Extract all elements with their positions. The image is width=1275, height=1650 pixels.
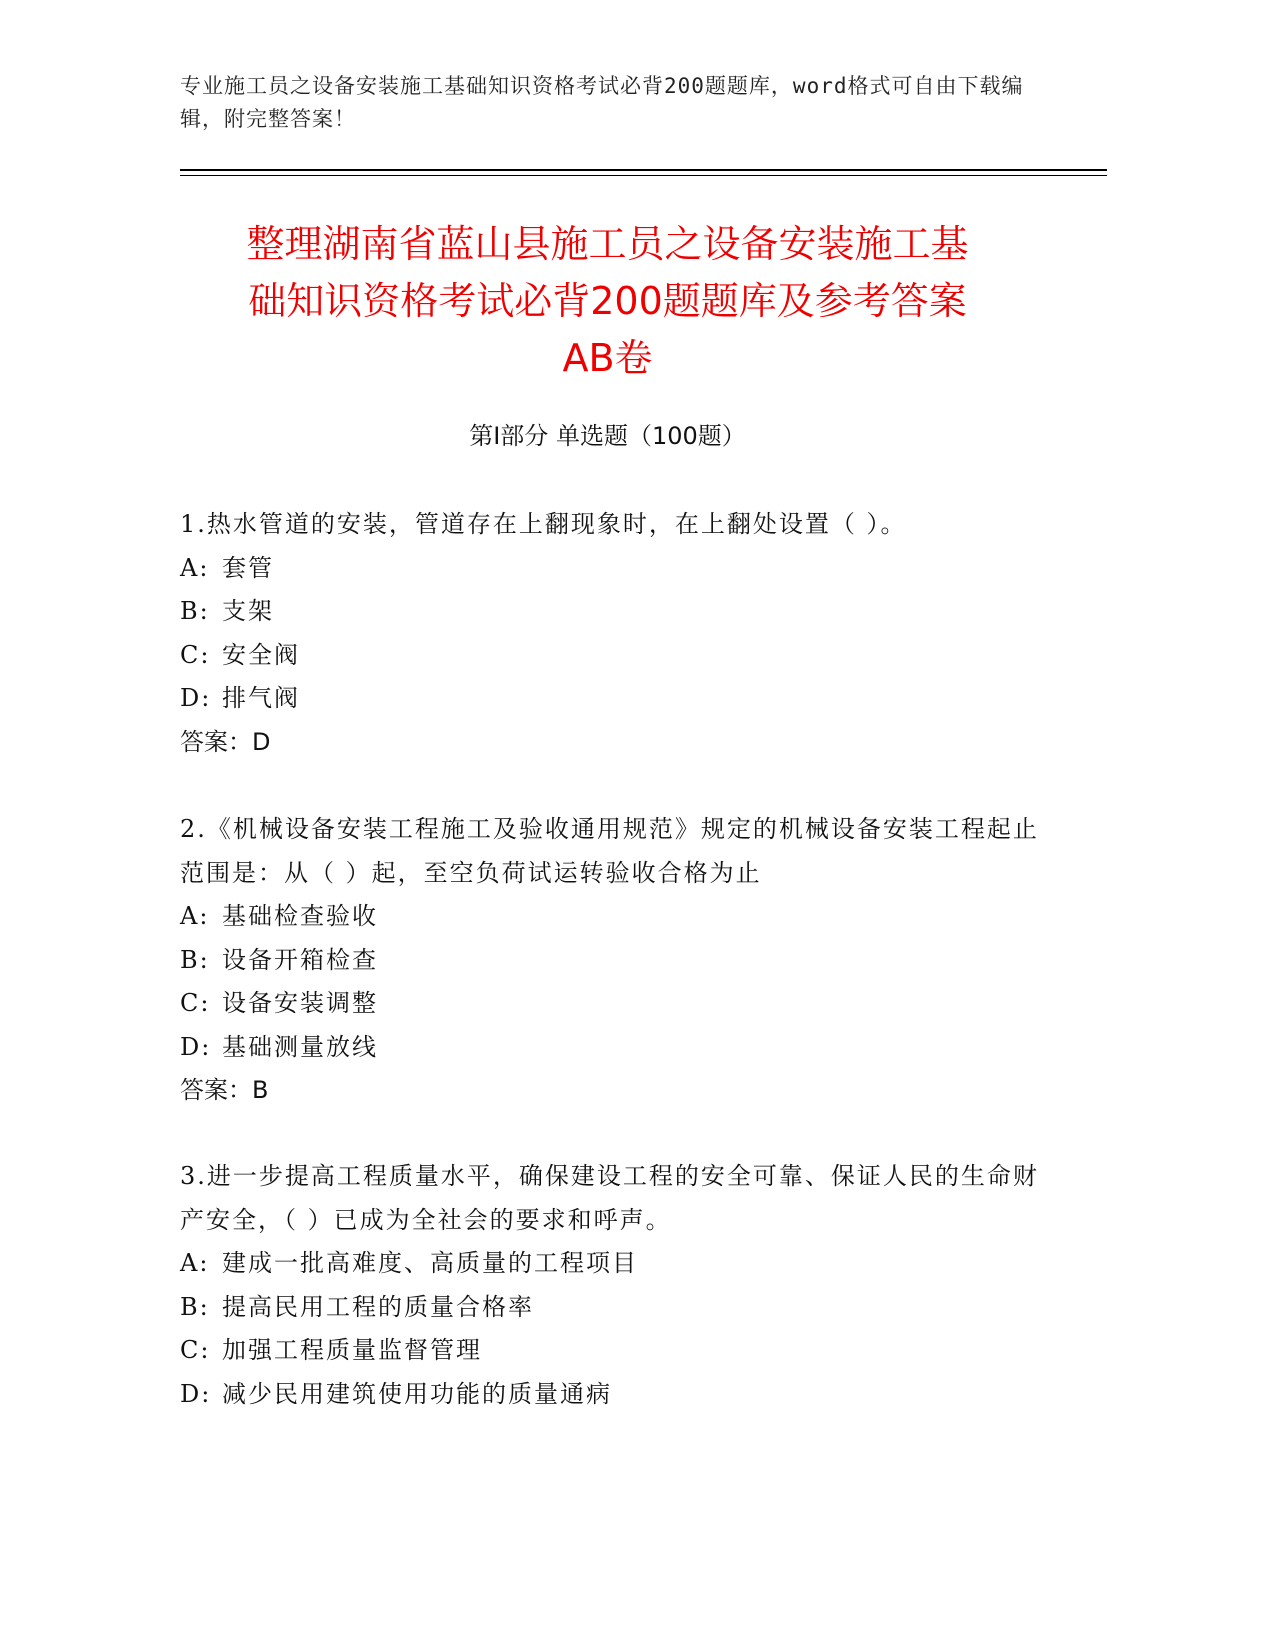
option-d — [180, 1373, 1040, 1417]
option-text: 套管 — [222, 553, 274, 582]
option-d — [180, 677, 1040, 721]
option-c — [180, 1329, 1040, 1373]
section-title: 第Ⅰ部分 单选题（100题） — [469, 422, 746, 450]
option-key: D: — [180, 1379, 212, 1408]
option-text: 设备安装调整 — [222, 989, 378, 1017]
option-key: C: — [180, 1336, 211, 1364]
option-text: 基础测量放线 — [222, 1032, 378, 1061]
question-stem: 1.热水管道的安装，管道存在上翻现象时，在上翻处设置（ ）。 — [180, 510, 907, 538]
option-text: 加强工程质量监督管理 — [222, 1336, 482, 1364]
option-key: B: — [180, 597, 210, 625]
question-1 — [180, 503, 1040, 764]
question-stem: 2.《机械设备安装工程施工及验收通用规范》规定的机械设备安装工程起止范围是：从（ ）起，至空负荷试运转验收合格为止 — [180, 815, 1039, 887]
question-2 — [180, 808, 1040, 1113]
option-key: A: — [180, 553, 210, 582]
answer-line: 答案：B — [180, 1076, 269, 1104]
option-key: B: — [180, 1292, 210, 1321]
document-title — [150, 216, 1065, 387]
question-3 — [180, 1155, 1040, 1416]
title-line: 础知识资格考试必背200题题库及参考答案 — [248, 279, 967, 323]
option-key: B: — [180, 945, 210, 974]
option-key: D: — [180, 684, 212, 712]
option-key: C: — [180, 640, 211, 669]
option-text: 建成一批高难度、高质量的工程项目 — [222, 1249, 638, 1277]
option-d — [180, 1026, 1040, 1070]
header-divider-thick — [180, 169, 1107, 171]
option-b — [180, 939, 1040, 983]
option-text: 安全阀 — [222, 640, 300, 669]
option-text: 减少民用建筑使用功能的质量通病 — [222, 1379, 612, 1408]
option-text: 设备开箱检查 — [222, 945, 378, 974]
option-a — [180, 547, 1040, 591]
option-key: D: — [180, 1032, 212, 1061]
option-a — [180, 895, 1040, 939]
question-stem: 3.进一步提高工程质量水平，确保建设工程的安全可靠、保证人民的生命财产安全，（ ）已成为全社会的要求和呼声。 — [180, 1162, 1039, 1234]
option-text: 支架 — [222, 597, 274, 625]
title-line: AB卷 — [562, 336, 653, 380]
option-key: A: — [180, 902, 210, 930]
option-key: C: — [180, 989, 211, 1017]
option-c — [180, 982, 1040, 1026]
header-divider-thin — [180, 175, 1107, 176]
header-note: 专业施工员之设备安装施工基础知识资格考试必背200题题库，word格式可自由下载编辑，附完整答案！ — [180, 74, 1024, 131]
option-c — [180, 634, 1040, 678]
option-b — [180, 590, 1040, 634]
option-text: 提高民用工程的质量合格率 — [222, 1292, 534, 1321]
answer-line: 答案：D — [180, 727, 271, 756]
option-a — [180, 1242, 1040, 1286]
title-line: 整理湖南省蓝山县施工员之设备安装施工基 — [246, 222, 969, 266]
option-text: 排气阀 — [222, 684, 300, 712]
option-key: A: — [180, 1249, 210, 1277]
option-text: 基础检查验收 — [222, 902, 378, 930]
option-b — [180, 1286, 1040, 1330]
